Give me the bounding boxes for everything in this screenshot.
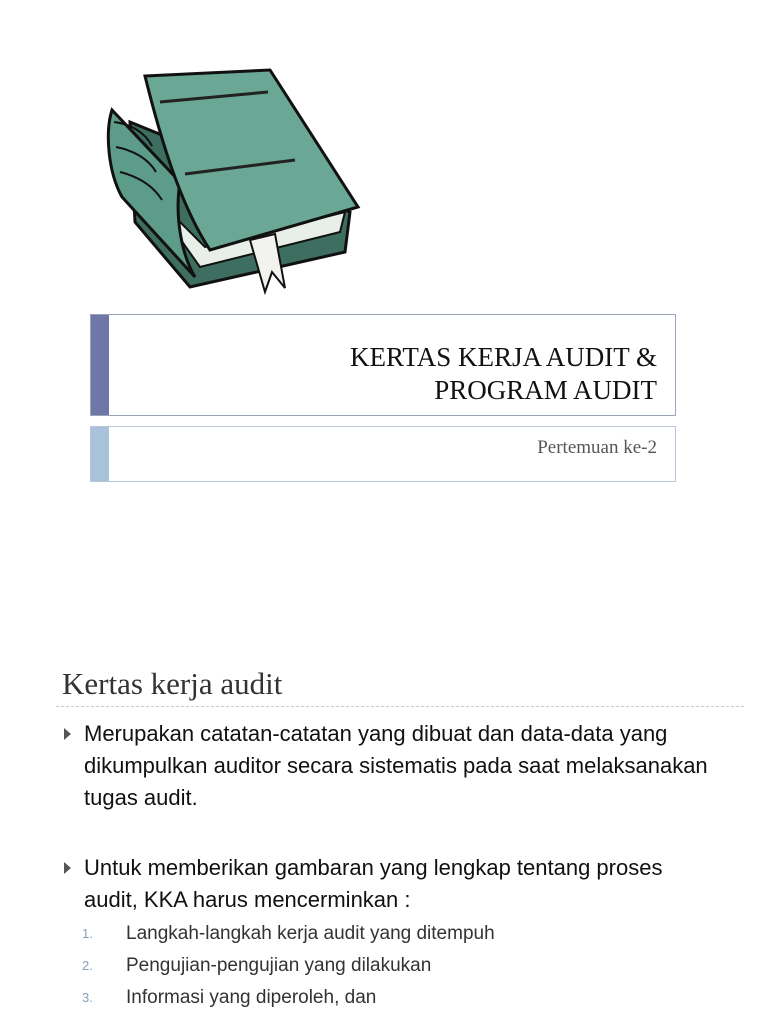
- triangle-bullet-icon: [64, 862, 71, 874]
- sublist-text: Informasi yang diperoleh, dan: [126, 987, 377, 1008]
- bullet-item: [62, 852, 722, 1014]
- book-icon: [100, 62, 370, 297]
- sublist-item: [82, 950, 722, 982]
- slide-title: [131, 341, 657, 407]
- bullet-text: Merupakan catatan-catatan yang dibuat dan data-data yang dikumpulkan auditor secara sistematis pada saat melaksanakan tugas audit.: [84, 721, 708, 810]
- sublist-text: Pengujian-pengujian yang dilakukan: [126, 955, 432, 976]
- subtitle-placeholder: [90, 426, 676, 482]
- numbered-sublist: [82, 918, 722, 1014]
- sublist-item: [82, 982, 722, 1014]
- bullet-text: Untuk memberikan gambaran yang lengkap tentang proses audit, KKA harus mencerminkan :: [84, 855, 663, 912]
- slide-heading: Kertas kerja audit: [62, 666, 283, 701]
- sublist-text: Langkah-langkah kerja audit yang ditempuh: [126, 923, 495, 944]
- sublist-number: 2.: [82, 958, 93, 973]
- sublist-number: 3.: [82, 990, 93, 1005]
- bullet-item: [62, 718, 722, 814]
- bullet-list: [62, 718, 722, 1024]
- slide-subtitle: Pertemuan ke-2: [537, 437, 657, 458]
- sublist-item: [82, 918, 722, 950]
- title-placeholder: [90, 314, 676, 416]
- title-line-2: PROGRAM AUDIT: [434, 375, 657, 405]
- triangle-bullet-icon: [64, 728, 71, 740]
- sublist-number: 1.: [82, 926, 93, 941]
- title-accent-bar: [91, 315, 109, 415]
- heading-divider: [56, 706, 744, 707]
- title-line-1: KERTAS KERJA AUDIT &: [350, 342, 657, 372]
- subtitle-accent-bar: [91, 427, 109, 481]
- content-slide: [0, 620, 768, 1024]
